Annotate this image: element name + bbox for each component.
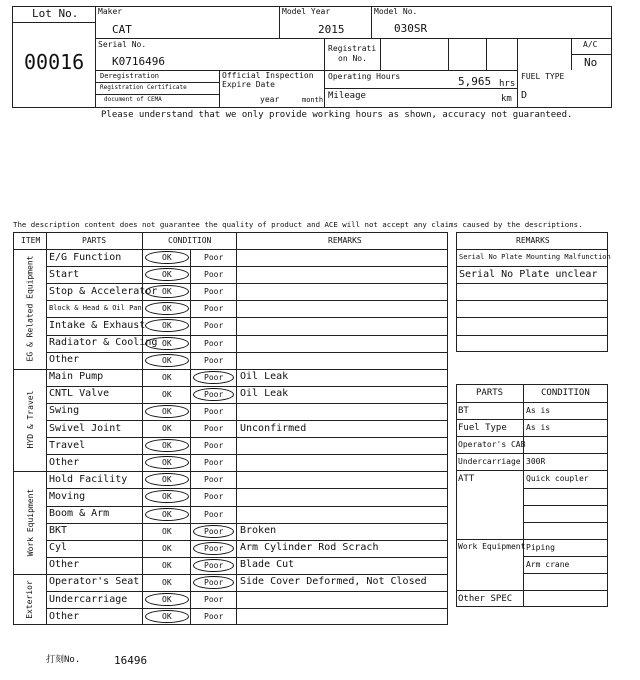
parts-condition: As is <box>526 423 551 433</box>
deregistration-label: Deregistration <box>100 72 160 80</box>
lot-number: 00016 <box>24 50 85 74</box>
row-divider <box>46 454 448 455</box>
part-name: Operator's Seat <box>49 576 140 588</box>
group-label: Exterior <box>25 579 35 619</box>
poor-circle <box>193 559 234 572</box>
poor-label: Poor <box>204 441 224 451</box>
ok-circle <box>145 610 189 623</box>
ac-label: A/C <box>583 40 598 49</box>
parts-row-divider <box>523 505 608 506</box>
ok-label: OK <box>162 270 172 280</box>
remark-text: Side Cover Deformed, Not Closed <box>240 576 427 588</box>
registration-label-1: Registrati <box>328 44 377 53</box>
parts-name: Undercarriage <box>458 456 521 466</box>
remarks-row-divider <box>456 300 608 301</box>
parts-row-divider <box>523 488 608 489</box>
ok-circle <box>145 337 189 350</box>
part-name: Boom & Arm <box>49 508 110 519</box>
row-divider <box>46 335 448 336</box>
group-divider <box>13 471 448 472</box>
row-divider <box>46 386 448 387</box>
model-no-value: 030SR <box>394 22 428 35</box>
parts-row-divider <box>456 419 608 420</box>
header-remarks: REMARKS <box>328 236 362 245</box>
cema-label: document of CEMA <box>104 96 162 103</box>
poor-label: Poor <box>204 372 224 382</box>
stamp-label: 打刻No. <box>46 655 81 665</box>
part-name: Swing <box>49 405 80 417</box>
ok-label: OK <box>162 475 172 485</box>
ok-label: OK <box>162 253 172 262</box>
parts-row-divider <box>523 556 608 557</box>
stamp-number: 16496 <box>114 654 148 667</box>
row-divider <box>46 488 448 489</box>
poor-label: Poor <box>204 509 224 519</box>
ok-circle <box>145 593 189 606</box>
hrs-unit: hrs <box>499 79 516 89</box>
ok-circle <box>145 251 189 264</box>
ac-value: No <box>584 56 598 69</box>
part-name: E/G Function <box>49 251 122 263</box>
part-name: BKT <box>49 525 68 537</box>
part-name: Start <box>49 268 80 280</box>
poor-label: Poor <box>204 389 224 399</box>
ok-circle <box>145 268 189 281</box>
parts-row-divider <box>456 436 608 437</box>
poor-label: Poor <box>204 406 224 416</box>
remark-text: Broken <box>240 525 277 537</box>
column-divider <box>46 232 47 625</box>
maker-value: CAT <box>112 23 132 36</box>
row-divider <box>46 283 448 284</box>
fuel-type-value: D <box>521 90 528 101</box>
parts-row-divider <box>456 470 608 471</box>
poor-label: Poor <box>204 595 224 604</box>
header-condition: CONDITION <box>168 236 212 245</box>
parts-row-divider <box>523 522 608 523</box>
part-name: Radiator & Cooling <box>49 337 158 348</box>
model-year-label: Model Year <box>282 7 331 16</box>
serial-value: K0716496 <box>112 55 165 68</box>
row-divider <box>46 266 448 267</box>
poor-circle <box>193 371 234 384</box>
parts-row-divider <box>456 539 608 540</box>
parts-condition: Quick coupler <box>526 474 589 484</box>
remark-text: Oil Leak <box>240 388 289 400</box>
remarks-row-divider <box>456 317 608 318</box>
ok-label: OK <box>162 509 172 519</box>
ok-label: OK <box>162 612 172 622</box>
ok-label: OK <box>162 577 172 587</box>
ok-label: OK <box>162 526 172 536</box>
poor-label: Poor <box>204 253 224 262</box>
column-divider <box>236 232 237 625</box>
poor-label: Poor <box>204 321 224 331</box>
poor-label: Poor <box>204 526 224 536</box>
row-divider <box>46 523 448 524</box>
parts-condition: As is <box>526 406 551 415</box>
parts-row-divider <box>456 453 608 454</box>
row-divider <box>46 540 448 541</box>
remarks-row-divider <box>456 249 608 250</box>
ok-label: OK <box>162 389 172 399</box>
header-parts: PARTS <box>82 236 107 245</box>
parts-header: PARTS <box>476 388 504 398</box>
ok-circle <box>145 439 189 452</box>
remarks-line: Serial No Plate unclear <box>459 268 598 280</box>
poor-circle <box>193 542 234 555</box>
part-name: Main Pump <box>49 371 104 383</box>
km-unit: km <box>501 94 512 104</box>
inspection-label-1: Official Inspection <box>222 71 314 80</box>
disclaimer: The description content does not guarantee the quality of product and ACE will not accept any claims caused by the descriptions. <box>13 220 583 229</box>
remarks-title: REMARKS <box>516 236 550 245</box>
group-divider <box>13 369 448 370</box>
poor-label: Poor <box>204 543 224 553</box>
part-name: Other <box>49 354 80 366</box>
part-name: CNTL Valve <box>49 388 110 400</box>
inspection-label-2: Expire Date <box>222 80 275 89</box>
poor-label: Poor <box>204 612 224 622</box>
ok-label: OK <box>162 560 172 570</box>
part-name: Travel <box>49 439 86 451</box>
remarks-row-divider <box>456 335 608 336</box>
lot-label: Lot No. <box>32 7 79 20</box>
parts-name: Other SPEC <box>458 593 513 604</box>
remarks-row-divider <box>456 266 608 267</box>
row-divider <box>46 420 448 421</box>
ok-circle <box>145 354 189 367</box>
part-name: Block & Head & Oil Pan <box>49 304 142 313</box>
remark-text: Blade Cut <box>240 559 295 571</box>
remarks-line: Serial No Plate Mounting Malfunction <box>459 253 611 261</box>
poor-label: Poor <box>204 424 224 433</box>
maker-label: Maker <box>98 7 123 16</box>
poor-circle <box>193 576 234 589</box>
parts-row-divider <box>456 402 608 403</box>
row-divider <box>46 403 448 404</box>
row-divider <box>46 557 448 558</box>
ok-circle <box>145 508 189 521</box>
group-label: Work Equipment <box>25 488 35 556</box>
remark-text: Arm Cylinder Rod Scrach <box>240 542 379 554</box>
part-name: Undercarriage <box>49 593 128 605</box>
parts-row-divider <box>523 573 608 574</box>
remarks-row-divider <box>456 283 608 284</box>
ok-label: OK <box>162 321 172 331</box>
poor-circle <box>193 525 234 538</box>
operating-hours-label: Operating Hours <box>328 72 401 81</box>
poor-label: Poor <box>204 458 224 468</box>
parts-condition: Piping <box>526 542 555 552</box>
registration-certificate-label: Registration Certificate <box>100 84 187 91</box>
part-name: Cyl <box>49 542 68 554</box>
ok-label: OK <box>162 338 172 348</box>
remark-text: Unconfirmed <box>240 422 307 434</box>
part-name: Other <box>49 559 80 571</box>
part-name: Moving <box>49 490 86 502</box>
month-label: month <box>302 96 324 104</box>
poor-circle <box>193 388 234 401</box>
poor-label: Poor <box>204 270 224 280</box>
ok-label: OK <box>162 355 172 365</box>
parts-name: Work Equipment <box>458 542 526 552</box>
hours-notice: Please understand that we only provide working hours as shown, accuracy not guaranteed. <box>101 110 573 120</box>
part-name: Swivel Joint <box>49 422 122 434</box>
part-name: Intake & Exhaust <box>49 319 146 331</box>
model-no-label: Model No. <box>374 7 418 16</box>
ok-label: OK <box>162 595 172 604</box>
row-divider <box>46 591 448 592</box>
parts-condition: Arm crane <box>526 559 570 569</box>
row-divider <box>46 437 448 438</box>
ok-label: OK <box>162 492 172 502</box>
poor-label: Poor <box>204 338 224 348</box>
parts-name: ATT <box>458 473 475 484</box>
poor-label: Poor <box>204 304 224 314</box>
ok-label: OK <box>162 458 172 468</box>
group-divider <box>13 574 448 575</box>
group-label: HYD & Travel <box>25 390 35 449</box>
ok-circle <box>145 405 189 418</box>
row-divider <box>46 352 448 353</box>
row-divider <box>46 317 448 318</box>
poor-label: Poor <box>204 577 224 587</box>
parts-condition: 300R <box>526 457 546 467</box>
operating-hours-value: 5,965 <box>458 75 492 88</box>
ok-label: OK <box>162 424 172 433</box>
ok-label: OK <box>162 543 172 553</box>
poor-label: Poor <box>204 492 224 502</box>
part-name: Other <box>49 610 80 622</box>
ok-label: OK <box>162 441 172 451</box>
part-name: Stop & Accelerator <box>49 285 158 297</box>
row-divider <box>46 300 448 301</box>
year-label: year <box>260 95 280 104</box>
parts-name: Fuel Type <box>458 422 507 433</box>
serial-label: Serial No. <box>98 40 147 49</box>
ok-label: OK <box>162 372 172 382</box>
condition-header: CONDITION <box>541 388 590 398</box>
poor-label: Poor <box>204 355 224 365</box>
part-name: Other <box>49 456 80 468</box>
fuel-type-label: FUEL TYPE <box>521 72 565 81</box>
table-header-divider <box>13 249 448 250</box>
parts-name: Operator's CAB <box>458 439 526 449</box>
ok-label: OK <box>162 406 172 416</box>
poor-label: Poor <box>204 287 224 297</box>
parts-row-divider <box>456 590 608 591</box>
row-divider <box>46 506 448 507</box>
part-name: Hold Facility <box>49 473 128 485</box>
group-label: EG & Related Equipment <box>25 255 35 362</box>
ok-label: OK <box>162 287 172 297</box>
row-divider <box>46 608 448 609</box>
poor-label: Poor <box>204 560 224 570</box>
model-year-value: 2015 <box>318 23 345 36</box>
registration-label-2: on No. <box>338 54 367 63</box>
header-item: ITEM <box>21 236 41 245</box>
parts-name: BT <box>458 405 469 416</box>
ok-label: OK <box>162 304 172 314</box>
remark-text: Oil Leak <box>240 371 289 383</box>
mileage-label: Mileage <box>328 91 366 101</box>
poor-label: Poor <box>204 475 224 485</box>
